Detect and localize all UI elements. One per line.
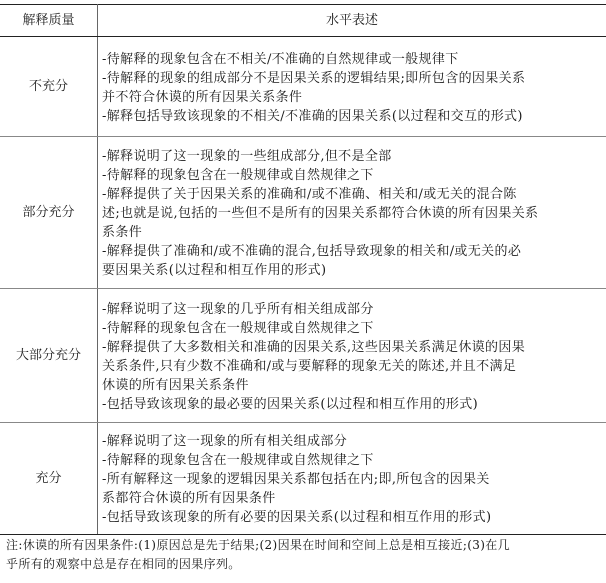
explanation-quality-table [0,4,606,535]
description-line: 系都符合休谟的所有因果条件 [102,491,276,506]
description-line: 休谟的所有因果关系条件 [102,377,249,393]
description-line: -解释提供了关于因果关系的准确和/或不准确、相关和/或无关的混合陈 [102,187,517,202]
description-cell [98,37,606,137]
table-body [0,37,606,535]
description-line: -所有解释这一现象的逻辑因果关系都包括在内;即,所包含的因果关 [102,472,490,487]
description-line: 并不符合休谟的所有因果关系条件 [102,89,303,105]
description-line: -解释说明了这一现象的所有相关组成部分 [102,434,348,449]
description-line: 系条件 [102,225,143,240]
description-line: -待解释的现象包含在不相关/不准确的自然规律或一般规律下 [102,51,459,67]
description-line: -解释提供了大多数相关和准确的因果关系,这些因果关系满足休谟的因果 [102,339,526,355]
table-header [0,5,606,37]
description-line: -解释包括导致该现象的不相关/不准确的因果关系(以过程和交互的形式) [102,108,523,124]
table-row [0,137,606,289]
description-line: -包括导致该现象的最必要的因果关系(以过程和相互作用的形式) [102,396,479,412]
footnote-line: 乎所有的观察中总是存在相同的因果序列。 [6,557,241,571]
description-line: -包括导致该现象的所有必要的因果关系(以过程和相互作用的形式) [102,510,492,525]
quality-cell: 部分充分 [0,137,98,289]
table-footnote [6,536,602,574]
table-row [0,37,606,137]
description-line: -解释说明了这一现象的几乎所有相关组成部分 [102,301,374,317]
description-line: 关系条件,只有少数不准确和/或与要解释的现象无关的陈述,并且不满足 [102,358,517,374]
description-line: -解释说明了这一现象的一些组成部分,但不是全部 [102,149,392,164]
header-quality: 解释质量 [0,5,98,37]
description-cell [98,423,606,535]
quality-cell: 大部分充分 [0,289,98,423]
header-row [0,5,606,37]
description-cell [98,289,606,423]
description-line: -待解释的现象包含在一般规律或自然规律之下 [102,320,374,336]
footnote-line: 注:休谟的所有因果条件:(1)原因总是先于结果;(2)因果在时间和空间上总是相互接近;(3)在几 [6,538,510,552]
description-cell [98,137,606,289]
description-line: -待解释的现象的组成部分不是因果关系的逻辑结果;即所包含的因果关系 [102,70,526,86]
description-line: -待解释的现象包含在一般规律或自然规律之下 [102,168,374,183]
table-row [0,423,606,535]
quality-cell: 不充分 [0,37,98,137]
description-line: 述;也就是说,包括的一些但不是所有的因果关系都符合休谟的所有因果关系 [102,206,539,221]
description-line: 要因果关系(以过程和相互作用的形式) [102,263,327,278]
description-line: -待解释的现象包含在一般规律或自然规律之下 [102,453,374,468]
quality-cell: 充分 [0,423,98,535]
description-line: -解释提供了准确和/或不准确的混合,包括导致现象的相关和/或无关的必 [102,244,522,259]
header-description: 水平表述 [98,5,606,37]
table-row [0,289,606,423]
